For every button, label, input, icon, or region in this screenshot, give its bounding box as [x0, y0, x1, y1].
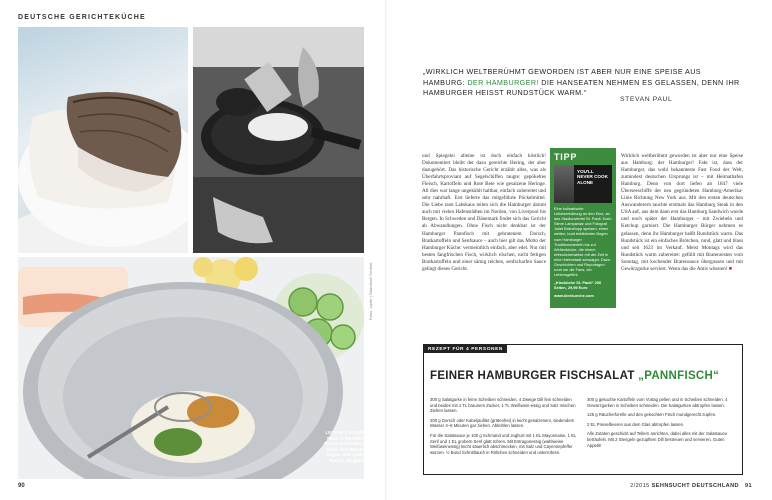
recipe-steps-right: [587, 397, 737, 452]
book-cover-photo: [554, 165, 574, 203]
photo-mixing-bowl-with-sauce: [18, 257, 364, 479]
recipe-step: 125 g Räucherforelle und den gekochten Fisch mundgerecht zupfen.: [587, 412, 717, 418]
tip-box: [550, 148, 616, 308]
caption-heading: LECKER, LECKER: [325, 430, 364, 435]
recipe-servings-tag: REZEPT FÜR 4 PERSONEN: [424, 345, 507, 353]
tip-title: TIPP: [554, 152, 578, 162]
recipe-title-main: FEINER HAMBURGER FISCHSALAT: [430, 370, 639, 382]
tip-book-line: „Kiezküche St. Pauli“ 200 Seiten, 29,99 Euro: [554, 280, 602, 291]
recipe-steps-left: [430, 397, 579, 459]
page-number-left: 90: [18, 483, 25, 489]
pull-quote-author: STEVAN PAUL: [620, 96, 673, 103]
book-cover-title: YOU'LL NEVER COOK ALONE: [577, 169, 608, 185]
tip-description: Eine kulinarische Liebeserklärung an den Kiez, an das Stadionviertel St. Pauli. Koch Steve Lampardar und Fotograf Juliet Bränetopp speisen, einen weiten, bunt bebilderten Bogen vom Hamburger Traditionsvierteln bis zur Weltenküche, die einem erfreulicherweise mit der Zeit in eine Hafenstadt schwappt. Dazu Geschichten und Reportagen rund um die Fans, ein Lebensgefühl.: [554, 206, 612, 278]
pull-quote-text-start: „WIRKLICH WELTBERÜHMT GEWORDEN IST ABER NUR EINE SPEISE AUS HAMBURG:: [423, 67, 701, 87]
article-column-right-text: Wirklich weltberühmt geworden ist aber nur eine Speise aus Hamburg: der Hamburger! Fakt ist, dass der Hamburger, das wohl bekannteste Fast Food der Welt, zumindest deutschen Ursprungs ist – mit Heimathafen Hamburg. Denn von dort liefen ab 1847 viele Überseeschiffe der neu gegründeten Hamburg-Amerika-Linie Richtung New York aus. Mit den ersten deutschen Auswanderern tauchte erstmals das Hamburg Steak in den USA auf, aus dem dann erst das Hamburg Sandwich wurde und noch später der Hamburger – mit Zwiebeln und Ketchup garniert. Die Hamburger Bürger nehmen es gelassen, denn ihr Hamburger heißt Rundstück warm. Das Rundstück ist ein einfaches Brötchen, rund, glatt und blass und seit 1623 im Verkauf. Meist Montags wird das Rundstück warm zubereitet: gefüllt mit Bratenresten vom Sonntag, mit kochender Bratensauce übergossen und mit Gewürzgurke serviert. Wenn das die Amis wüssten!: [621, 153, 743, 272]
page-number-right: 91: [744, 483, 752, 489]
book-cover: [554, 165, 612, 203]
photo-caption: [318, 430, 364, 464]
pull-quote-text-end: DIE HANSEATEN NEHMEN ES GELASSEN, DENN IHR HAMBURGER HEISST RUNDSTÜCK WARM.“: [423, 77, 740, 97]
recipe-step: Für die Salatsauce je 100 g Schmand und Joghurt mit 1 EL Mayonnaise, 1 EL Senf und 1 EL grobem Senf glatt rühren. Mit Estragonessig (wahlweise Weißweinessig) leicht säuerlich abschmecken, mit Salz und Cayennepfeffer würzen. ½ Bund Schnittlauch in Röllchen schneiden und unterrühren.: [430, 432, 577, 455]
article-column-left: und Spiegelei alleine ist doch einfach köstlich! Dokumentiert bleibt der dazu gereichte Hering, der aber dazugehört. Das historische Gericht erzählt alles, was als Überfahrtsproviant auf Segelschiffen taugte: gepökeltes Fleisch, Kartoffeln und Rote Bete wie gesalzene Heringe. All dies war lange ungekühlt haltbar, einfach zubereitet und sehr nahrhaft. Erst lieferte das mitgeführte Pöckelmittel. Die Liebe zum Labskaus teilen sich die Hamburger darum auch mit vielen Hafenstädten im Norden, von Liverpool bis Bergen. In Schweden und Dänemark findet sich das Gericht ab Abwandlungen. Ohne Fisch nicht denkbar ist der Hamburger Pannfisch mit gebratenem Dorsch, Bratkartoffeln und Senfsauce – auch hier gilt das Motto der Hamburger Küche: vermeintlich einfach, aber edel. Nur mit besten fangfrischen Fisch, wirklich röschen, nicht fettigen Bratkartoffeln und einer sämig reichen, senfscharfen Sauce gelingt dieses Gericht.: [422, 153, 546, 272]
article-end-mark: ■: [728, 265, 732, 272]
recipe-box: [423, 344, 743, 475]
recipe-step: 300 g Salatgurke in feine Scheiben schneiden, 4 Zweige Dill fein schneiden und beides mit 1 TL braunem Zucker, 1 TL Weißwein-essig und Salz mischen. Ziehen lassen.: [430, 397, 577, 414]
recipe-title: [430, 370, 719, 382]
section-label: DEUTSCHE GERICHTEKÜCHE: [18, 14, 146, 21]
issue-number: 2/2015: [630, 483, 650, 489]
article-column-right: [621, 153, 743, 273]
recipe-step: 200 g Dorsch oder Kabeljaufilet (grätenfrei) in leicht gesalzenem, siedendem Wasser 4–6 Minuten gar ziehen. Abkühlen lassen.: [430, 417, 575, 429]
recipe-title-highlight: „PANNFISCH“: [638, 370, 720, 382]
pull-quote-highlight: DER HAMBURGER!: [467, 77, 539, 87]
page-footer-right: [630, 483, 752, 489]
photo-credit: Fotos: Jupiter | Gastrobuch Schöbel: [369, 262, 373, 320]
recipe-step: 2 EL Preiselbeeren aus dem Glas abtropfen lassen.: [587, 421, 685, 427]
page-gutter: [385, 0, 387, 500]
pull-quote: [423, 67, 743, 99]
caption-text: Fisch in die heiße Pfanne schmeißen. Dann dem Rezept folgen. Sehr guter Dorsch übrigens: [323, 435, 364, 463]
magazine-name: SEHNSUCHT DEUTSCHLAND: [651, 483, 739, 489]
tip-website-link[interactable]: www.kiezkueche.com: [554, 292, 594, 298]
tip-book-details: [554, 280, 612, 290]
photo-frying-fish-in-pan: [193, 27, 364, 253]
photo-raw-fish-fillet: [18, 27, 188, 253]
recipe-step: Alle Zutaten geschickt auf Tellern anrichten, dabei alles mit der Salatsauce beträufeln. Mit 2 Stengeln gezupftem Dill bestreuen und servieren. Guten Appetit!: [587, 431, 728, 448]
recipe-step: 300 g gekochte Kartoffeln vom Vortag pellen und in Scheiben schneiden. 4 Gewürzgurken in Scheiben schneiden. Die Salatgurken abtropfen lassen.: [587, 397, 728, 408]
